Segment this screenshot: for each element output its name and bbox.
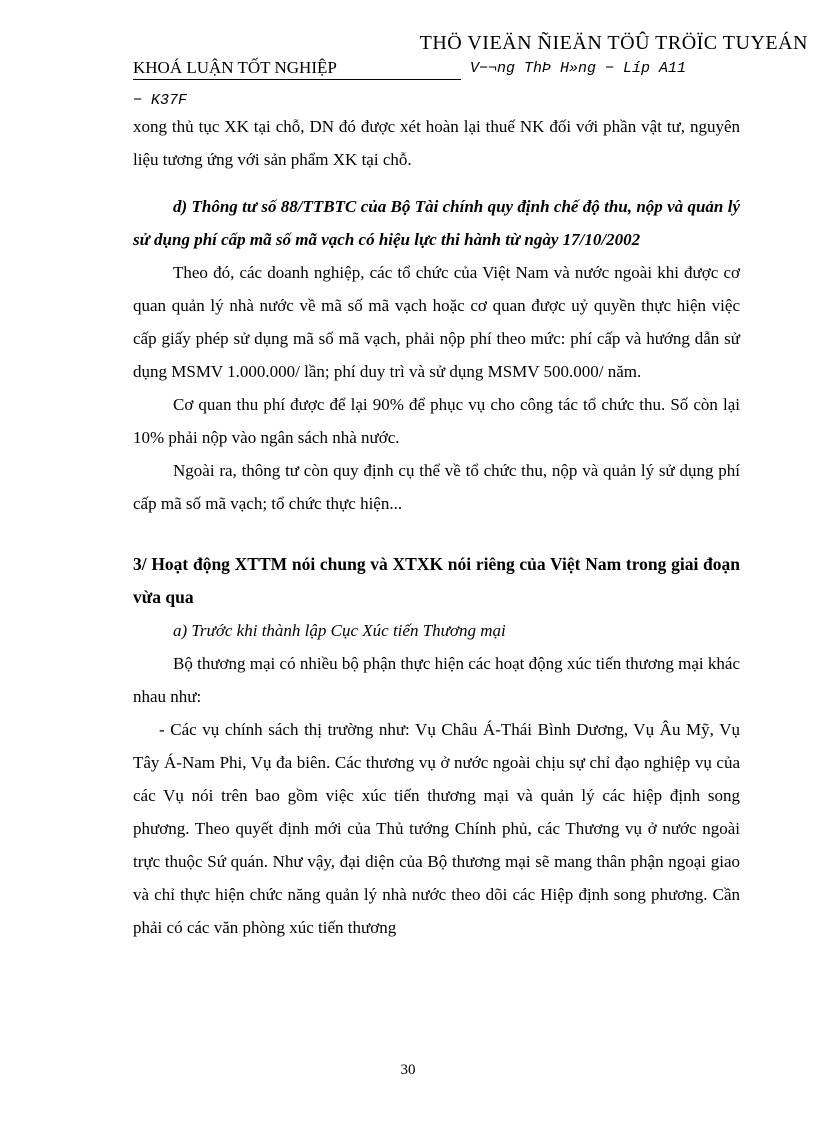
header-author: V−¬ng ThÞ H»ng − Líp A11 <box>470 60 687 77</box>
paragraph-1: xong thủ tục XK tại chỗ, DN đó được xét hoàn lại thuế NK đối với phần vật tư, nguyên liệu tương ứng với sản phẩm XK tại chỗ. <box>133 117 740 169</box>
header-author-continuation: − K37F <box>133 92 188 109</box>
header-rule <box>133 79 461 80</box>
subheading-a: a) Trước khi thành lập Cục Xúc tiến Thương mại <box>173 621 506 640</box>
heading-d: d) Thông tư số 88/TTBTC của Bộ Tài chính quy định chế độ thu, nộp và quản lý sử dụng phí cấp mã số mã vạch có hiệu lực thi hành từ ngày 17/10/2002 <box>133 197 740 249</box>
paragraph-3: Cơ quan thu phí được để lại 90% để phục vụ cho công tác tổ chức thu. Số còn lại 10% phải nộp vào ngân sách nhà nước. <box>133 395 740 447</box>
header-title: KHOÁ LUẬN TỐT NGHIỆP <box>133 58 337 77</box>
document-body <box>133 110 740 944</box>
page-number: 30 <box>400 1062 416 1078</box>
heading-section-3: 3/ Hoạt động XTTM nói chung và XTXK nói riêng của Việt Nam trong giai đoạn vừa qua <box>133 554 740 607</box>
paragraph-2: Theo đó, các doanh nghiệp, các tổ chức của Việt Nam và nước ngoài khi được cơ quan quản lý nhà nước về mã số mã vạch hoặc cơ quan được uỷ quyền thực hiện việc cấp giấy phép sử dụng mã số mã vạch, phải nộp phí theo mức: phí cấp và hướng dẫn sử dụng MSMV 1.000.000/ lần; phí duy trì và sử dụng MSMV 500.000/ năm. <box>133 263 740 381</box>
paragraph-6: - Các vụ chính sách thị trường như: Vụ Châu Á-Thái Bình Dương, Vụ Âu Mỹ, Vụ Tây Á-Nam Phi, Vụ đa biên. Các thương vụ ở nước ngoài chịu sự chỉ đạo nghiệp vụ của các Vụ nói trên bao gồm việc xúc tiến thương mại và quản lý các hiệp định song phương. Theo quyết định mới của Thủ tướng Chính phủ, các Thương vụ ở nước ngoài trực thuộc Sứ quán. Như vậy, đại diện của Bộ thương mại sẽ mang thân phận ngoại giao và chỉ thực hiện chức năng quản lý nhà nước theo dõi các Hiệp định song phương. Cần phải có các văn phòng xúc tiến thương <box>133 720 740 937</box>
paragraph-5: Bộ thương mại có nhiều bộ phận thực hiện các hoạt động xúc tiến thương mại khác nhau như: <box>133 654 740 706</box>
watermark-text: THÖ VIEÄN ÑIEÄN TÖÛ TRÖÏC TUYEÁN <box>419 32 808 54</box>
paragraph-4: Ngoài ra, thông tư còn quy định cụ thể về tổ chức thu, nộp và quản lý sử dụng phí cấp mã số mã vạch; tổ chức thực hiện... <box>133 461 740 513</box>
